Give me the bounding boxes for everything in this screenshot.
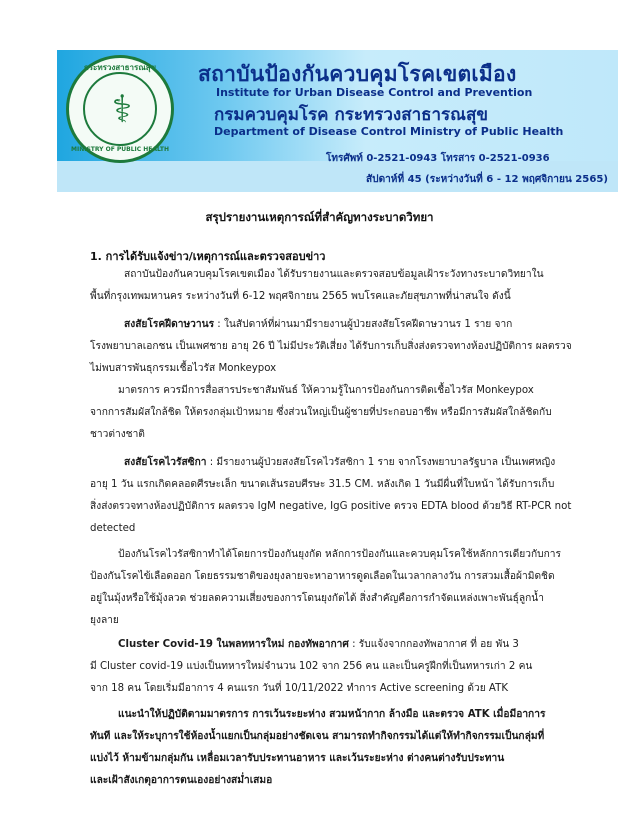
paragraph-line: สิ่งส่งตรวจทางห้องปฏิบัติการ ผลตรวจ IgM negative, IgG positive ตรวจ EDTA blood ด้วยวิธี RT-PCR not: [90, 501, 572, 512]
intro-line: สถาบันป้องกันควบคุมโรคเขตเมือง ได้รับรายงานและตรวจสอบข้อมูลเฝ้าระวังทางระบาดวิทยาใน: [124, 269, 544, 280]
paragraph-line: ป้องกันโรคไข้เลือดออก โดยธรรมชาติของยุงลายจะหาอาหารดูดเลือดในเวลากลางวัน การสวมเสื้อผ้ามิดชิด: [90, 571, 555, 582]
paragraph-line: อายุ 1 วัน แรกเกิดคลอดศีรษะเล็ก ขนาดเส้นรอบศีรษะ 31.5 CM. หลังเกิด 1 วันมีผื่นที่ใบหน้า ได้รับการเก็บ: [90, 479, 555, 490]
contact-phone: โทรศัพท์ 0-2521-0943 โทรสาร 0-2521-0936: [326, 153, 550, 164]
logo-ring-bottom-text: MINISTRY OF PUBLIC HEALTH: [71, 146, 169, 153]
paragraph-line: ทันที และให้ระบุการใช้ห้องน้ำแยกเป็นกลุ่มอย่างชัดเจน สามารถทำกิจกรรมได้แต่ให้ทำกิจกรรมเป็นกลุ่มที่: [90, 731, 545, 742]
paragraph-line: detected: [90, 523, 136, 534]
monkeypox-heading: สงสัยโรคฝีดาษวานร: [124, 319, 215, 330]
department-name-english: Department of Disease Control Ministry of Public Health: [214, 125, 564, 138]
zika-heading: สงสัยโรคไวรัสซิกา: [124, 457, 207, 468]
zika-summary: : มีรายงานผู้ป่วยสงสัยโรคไวรัสซิกา 1 ราย จากโรงพยาบาลรัฐบาล เป็นเพศหญิง: [206, 457, 556, 468]
paragraph-line: โรงพยาบาลเอกชน เป็นเพศชาย อายุ 26 ปี ไม่มีประวัติเสี่ยง ได้รับการเก็บสิ่งส่งตรวจทางห้องปฏิบัติการ ผลตรวจ: [90, 341, 572, 352]
paragraph-line: มี Cluster covid-19 แบ่งเป็นทหารใหม่จำนวน 102 จาก 256 คน และเป็นครูฝึกที่เป็นทหารเก่า 2 คน: [90, 661, 533, 672]
paragraph-line: จาก 18 คน โดยเริ่มมีอาการ 4 คนแรก วันที่ 10/11/2022 ทำการ Active screening ด้วย ATK: [90, 683, 508, 694]
institute-name-english: Institute for Urban Disease Control and Prevention: [216, 86, 533, 99]
covid-first-line: [118, 638, 519, 651]
paragraph-line: ชาวต่างชาติ: [90, 429, 145, 440]
department-name-thai: กรมควบคุมโรค กระทรวงสาธารณสุข: [214, 105, 488, 125]
paragraph-line: ไม่พบสารพันธุกรรมเชื้อไวรัส Monkeypox: [90, 363, 277, 374]
monkeypox-summary: : ในสัปดาห์ที่ผ่านมามีรายงานผู้ป่วยสงสัยโรคฝีดาษวานร 1 ราย จาก: [214, 319, 513, 330]
section-heading: 1. การได้รับแจ้งข่าว/เหตุการณ์และตรวจสอบข่าว: [90, 250, 326, 263]
report-week: สัปดาห์ที่ 45 (ระหว่างวันที่ 6 - 12 พฤศจิกายน 2565): [366, 174, 608, 185]
covid-summary: : รับแจ้งจากกองทัพอากาศ ที่ อย พัน 3: [348, 639, 519, 650]
paragraph-line: มาตรการ ควรมีการสื่อสารประชาสัมพันธ์ ให้ความรู้ในการป้องกันการติดเชื้อไวรัส Monkeypox: [118, 385, 534, 396]
logo-ring-top-text: กระทรวงสาธารณสุข: [83, 63, 157, 72]
intro-line: พื้นที่กรุงเทพมหานคร ระหว่างวันที่ 6-12 พฤศจิกายน 2565 พบโรคและภัยสุขภาพที่น่าสนใจ ดังนี้: [90, 291, 511, 302]
paragraph-line: แบ่งไว้ ห้ามข้ามกลุ่มกัน เหลื่อมเวลารับประทานอาหาร และเว้นระยะห่าง ต่างคนต่างรับประทาน: [90, 753, 505, 764]
monkeypox-first-line: [124, 318, 512, 331]
paragraph-line: อยู่ในมุ้งหรือใช้มุ้งลวด ช่วยลดความเสี่ยงของการโดนยุงกัดได้ สิ่งสำคัญคือการกำจัดแหล่งเพาะพันธุ์ลูกน้ำ: [90, 593, 544, 604]
paragraph-line: แนะนำให้ปฏิบัติตามมาตรการ การเว้นระยะห่าง สวมหน้ากาก ล้างมือ และตรวจ ATK เมื่อมีอาการ: [118, 709, 546, 720]
document-title: สรุปรายงานเหตุการณ์ที่สำคัญทางระบาดวิทยา: [205, 210, 434, 224]
paragraph-line: และเฝ้าสังเกตุอาการตนเองอย่างสม่ำเสมอ: [90, 775, 273, 786]
institute-name-thai: สถาบันป้องกันควบคุมโรคเขตเมือง: [198, 62, 517, 86]
covid-heading: Cluster Covid-19 ในพลทหารใหม่ กองทัพอากาศ: [118, 639, 349, 650]
paragraph-line: ยุงลาย: [90, 615, 119, 626]
paragraph-line: จากการสัมผัสใกล้ชิด ให้ตรงกลุ่มเป้าหมาย ซึ่งส่วนใหญ่เป็นผู้ชายที่ประกอบอาชีพ หรือมีการสัมผัสใกล้ชิดกับ: [90, 407, 552, 418]
caduceus-icon: ⚕: [111, 87, 133, 131]
ministry-logo: [66, 55, 174, 163]
logo-emblem: [83, 72, 157, 146]
paragraph-line: ป้องกันโรคไวรัสซิกาทำได้โดยการป้องกันยุงกัด หลักการป้องกันและควบคุมโรคใช้หลักการเดียวกับการ: [118, 549, 561, 560]
zika-first-line: [124, 456, 555, 469]
